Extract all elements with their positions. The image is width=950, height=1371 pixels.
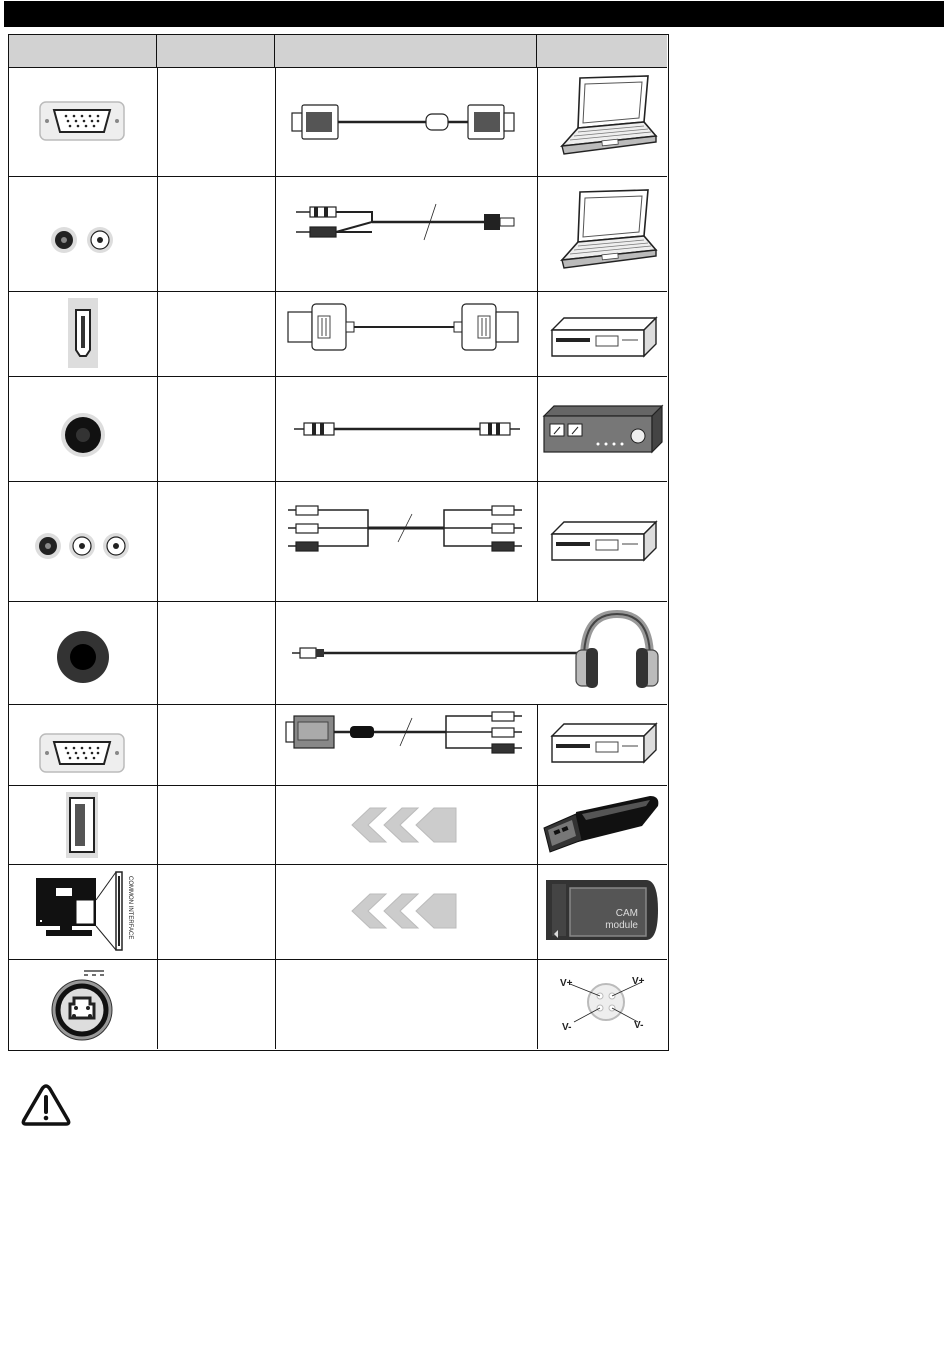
column-divider (157, 68, 158, 1049)
header-cell-port (9, 35, 157, 68)
hdmi-cable-icon (288, 302, 520, 354)
column-divider (275, 68, 276, 1049)
rca-to-minijack-cable-icon (296, 200, 520, 248)
row-divider (9, 959, 667, 960)
headphone-cable-icon (292, 644, 592, 662)
vga-cable-icon (292, 100, 522, 146)
insert-arrows-icon (352, 808, 456, 842)
amplifier-icon (542, 404, 664, 454)
laptop-icon (552, 187, 660, 273)
row-divider (9, 704, 667, 705)
component-cable-icon (288, 502, 522, 556)
insert-arrows-icon (352, 894, 456, 928)
component-ports-icon (34, 532, 132, 562)
vminus-left-label: V- (562, 1022, 572, 1033)
header-cell-device (537, 35, 667, 68)
header-cell-cable (275, 35, 537, 68)
vminus-right-label: V- (634, 1020, 644, 1031)
row-divider (9, 601, 667, 602)
vga-port-icon (40, 102, 126, 142)
row-divider (9, 785, 667, 786)
dvd-player-icon (548, 520, 658, 564)
header-cell-type (157, 35, 275, 68)
row-divider (9, 864, 667, 865)
coaxial-port-icon (60, 412, 106, 458)
cam-module-icon (546, 878, 660, 942)
dvd-player-icon (548, 722, 658, 766)
cam-text-line1: CAM (615, 908, 638, 919)
audio-lr-ports-icon (50, 226, 116, 256)
vplus-left-label: V+ (560, 978, 573, 989)
coaxial-cable-icon (294, 418, 520, 440)
vplus-right-label: V+ (632, 976, 645, 987)
top-title-bar (4, 1, 944, 27)
laptop-icon (552, 74, 660, 158)
usb-port-icon (66, 792, 98, 858)
row-divider (9, 291, 667, 292)
hdmi-port-icon (68, 298, 98, 368)
polarity-diagram-icon (556, 970, 656, 1036)
row-divider (9, 176, 667, 177)
vga-to-rca-cable-icon (286, 710, 526, 764)
warning-triangle-icon (20, 1082, 72, 1128)
headphone-port-icon (56, 630, 110, 684)
cam-text-line2: module (605, 920, 638, 931)
vga-port-icon (40, 734, 126, 774)
dvd-player-icon (548, 316, 658, 360)
row-divider (9, 376, 667, 377)
usb-stick-icon (538, 792, 662, 854)
dc-power-port-icon (50, 968, 116, 1042)
column-divider (537, 704, 538, 1049)
ci-label: COMMON INTERFACE (127, 876, 133, 940)
headphones-icon (574, 610, 660, 694)
tv-ci-slot-icon (36, 870, 140, 954)
row-divider (9, 481, 667, 482)
column-divider (537, 68, 538, 601)
